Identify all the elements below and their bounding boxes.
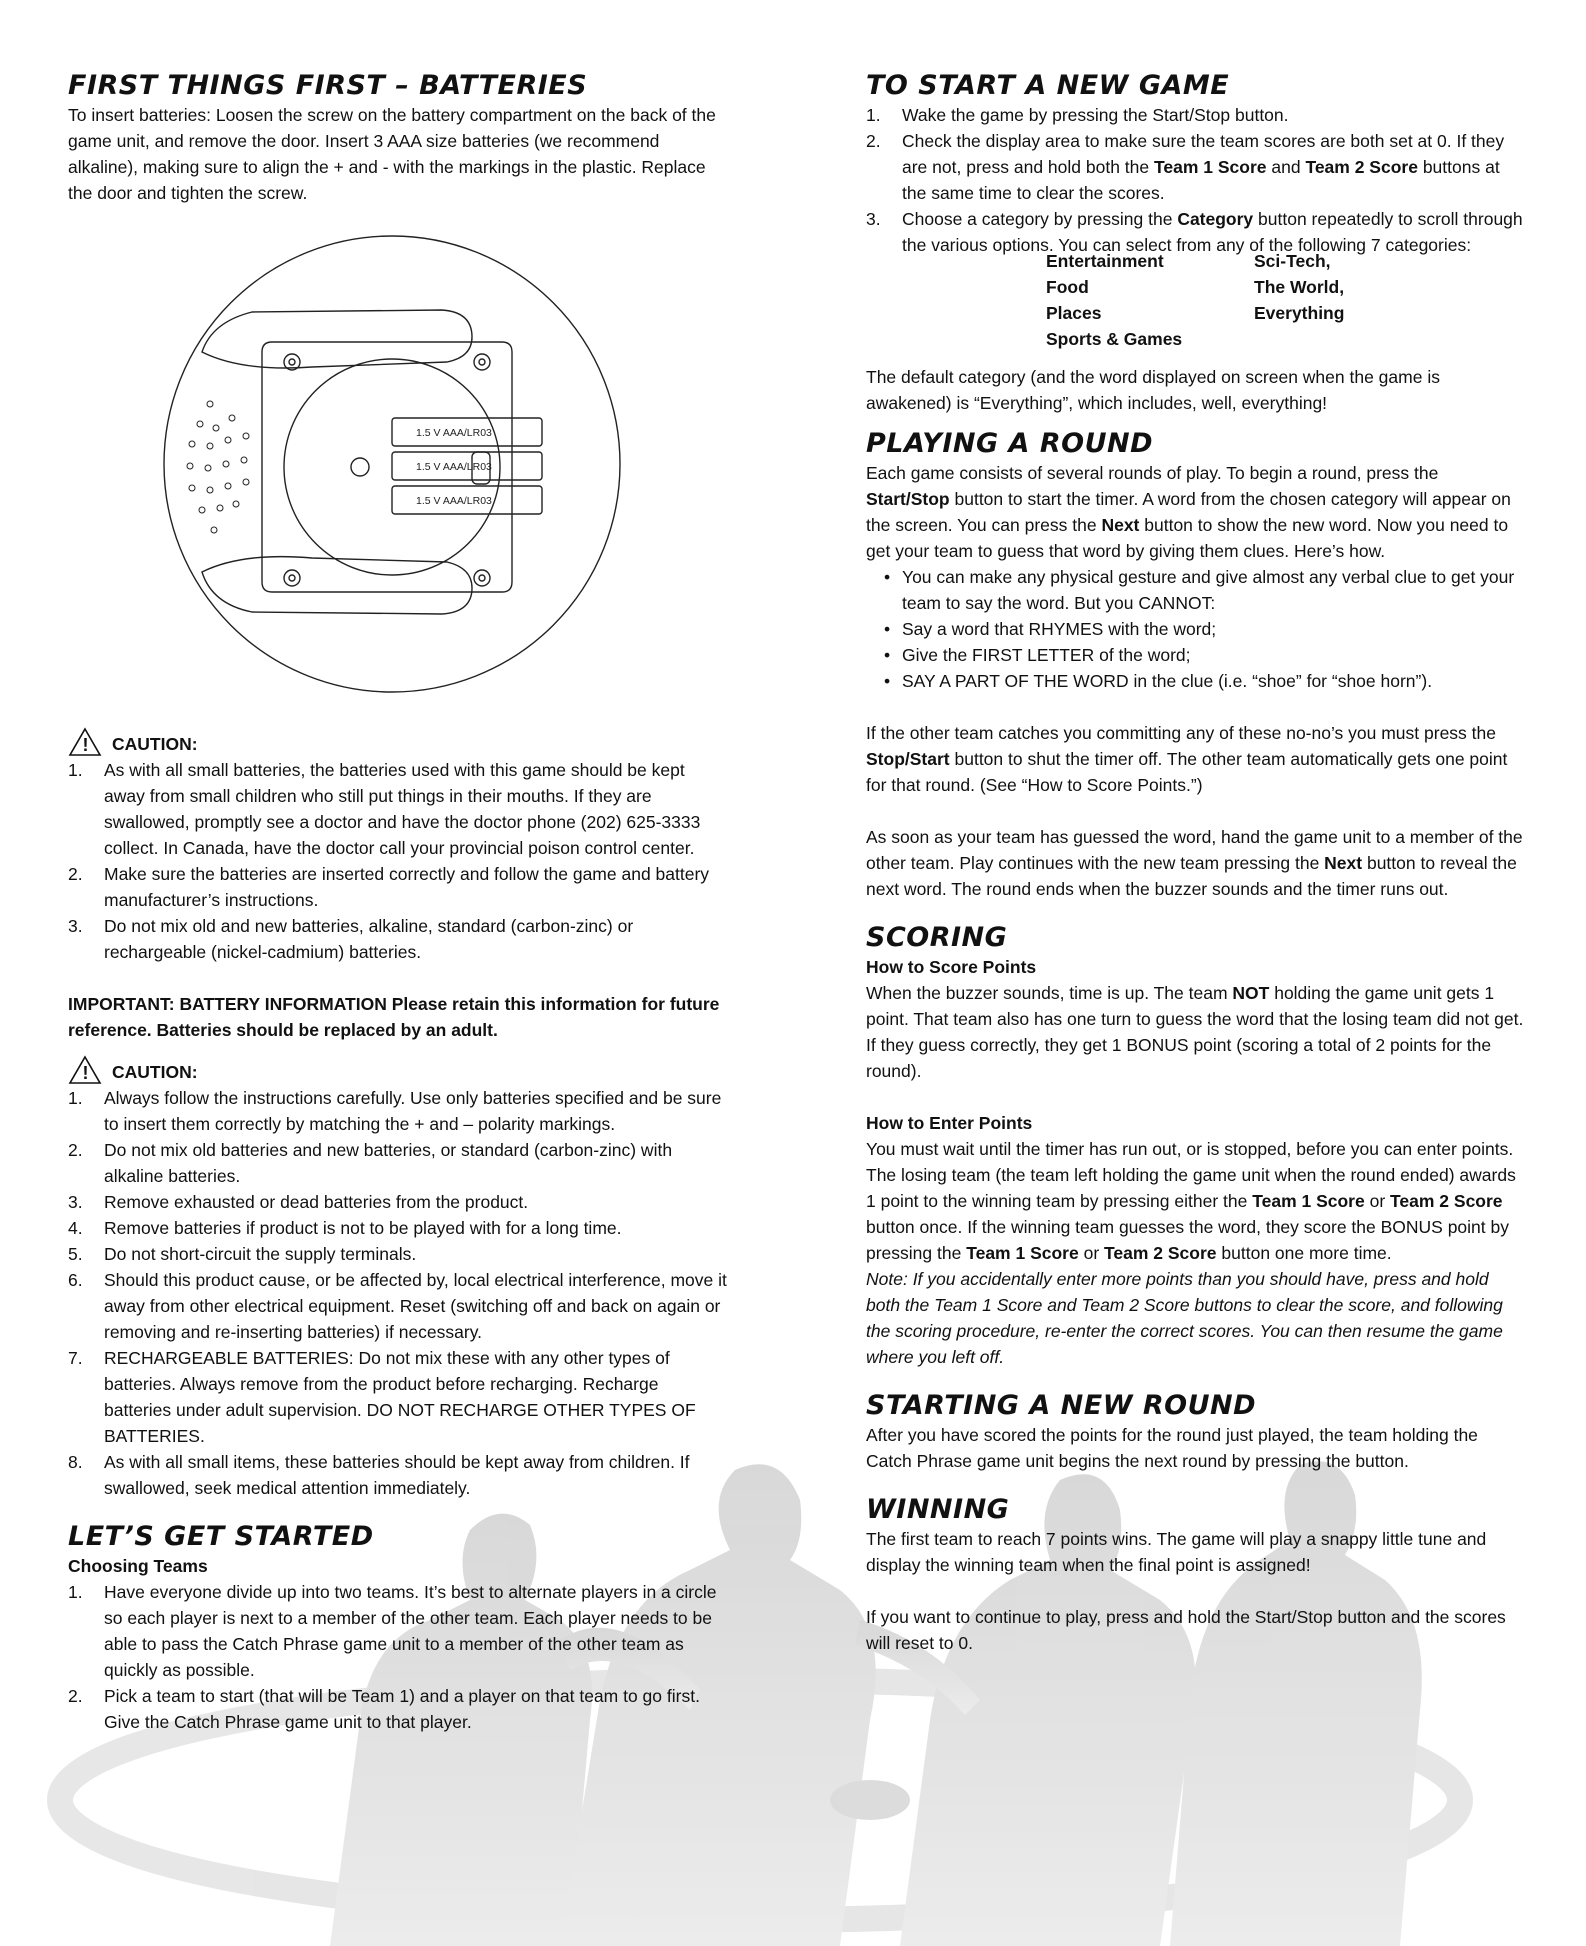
round-rules-list <box>866 564 1526 694</box>
warning-triangle-icon <box>68 1055 102 1085</box>
batteries-heading: FIRST THINGS FIRST – BATTERIES <box>68 70 588 101</box>
caution-2-label: CAUTION: <box>112 1062 198 1082</box>
choosing-teams-subheading: Choosing Teams <box>68 1556 208 1576</box>
score-points-text: When the buzzer sounds, time is up. The team NOT holding the game unit gets 1 point. That team also has one turn to guess the word that the losing team did not get. If they guess correctly, they get 1 BONUS point (scoring a total of 2 points for the round). <box>866 983 1524 1081</box>
battery-label-3: 1.5 V AAA/LR03 <box>416 495 492 507</box>
winning-heading: WINNING <box>866 1494 1010 1525</box>
warning-triangle-icon <box>68 727 102 757</box>
list-item: 3. Do not mix old and new batteries, alkaline, standard (carbon-zinc) or rechargeable (nickel-cadmium) batteries. <box>68 916 634 962</box>
caution-1-label: CAUTION: <box>112 734 198 754</box>
category-item <box>1254 326 1454 352</box>
list-item: • You can make any physical gesture and give almost any verbal clue to get your team to say the word. But you CANNOT: <box>884 564 1526 616</box>
list-item: 3. Remove exhausted or dead batteries from the product. <box>68 1192 529 1212</box>
list-item: 1. Wake the game by pressing the Start/Stop button. <box>866 105 1289 125</box>
battery-label-1: 1.5 V AAA/LR03 <box>416 427 492 439</box>
caution-2-list <box>68 1085 728 1501</box>
list-item: • Say a word that RHYMES with the word; <box>884 616 1526 642</box>
default-category-text: The default category (and the word displayed on screen when the game is awakened) is “Everything”, which includes, well, everything! <box>866 367 1440 413</box>
category-list <box>1046 248 1526 352</box>
round-play-text: As soon as your team has guessed the word, hand the game unit to a member of the other team. Play continues with the new team pressing the Next button to reveal the next word. The round ends when the buzzer sounds and the timer runs out. <box>866 827 1523 899</box>
new-game-list <box>866 102 1526 258</box>
list-item: 3. Choose a category by pressing the Category button repeatedly to scroll through the various options. You can select from any of the following 7 categories: <box>866 209 1523 255</box>
list-item: 2. Check the display area to make sure the team scores are both set at 0. If they are not, press and hold both the Team 1 Score and Team 2 Score buttons at the same time to clear the scores. <box>866 131 1505 203</box>
list-item: 5. Do not short-circuit the supply terminals. <box>68 1244 417 1264</box>
new-round-heading: STARTING A NEW ROUND <box>866 1390 1257 1421</box>
battery-compartment-diagram <box>142 232 642 702</box>
list-item: 2. Do not mix old batteries and new batteries, or standard (carbon-zinc) with alkaline batteries. <box>68 1140 673 1186</box>
list-item: 8. As with all small items, these batteries should be kept away from children. If swallowed, seek medical attention immediately. <box>68 1452 690 1498</box>
category-item: Food <box>1046 277 1089 297</box>
caution-1-list <box>68 757 728 965</box>
list-item: 1. As with all small batteries, the batteries used with this game should be kept away from small children who still put things in their mouths. If they are swallowed, promptly see a doctor and have the doctor phone (202) 625-3333 collect. In Canada, have the doctor call your provincial poison control center. <box>68 760 701 858</box>
scoring-heading: SCORING <box>866 922 1008 953</box>
list-item: 2. Pick a team to start (that will be Team 1) and a player on that team to go first. Give the Catch Phrase game unit to that player. <box>68 1686 700 1732</box>
list-item: 7. RECHARGEABLE BATTERIES: Do not mix these with any other types of batteries. Always remove from the product before recharging. Recharge batteries under adult supervision. DO NOT RECHARGE OTHER TYPES OF BATTERIES. <box>68 1348 696 1446</box>
list-item: • Give the FIRST LETTER of the word; <box>884 642 1526 668</box>
new-round-text: After you have scored the points for the round just played, the team holding the Catch Phrase game unit begins the next round by pressing the button. <box>866 1425 1478 1471</box>
round-penalty-text: If the other team catches you committing any of these no-no’s you must press the Stop/Start button to shut the timer off. The other team automatically gets one point for that round. (See “How to Score Points.”) <box>866 723 1508 795</box>
enter-points-subheading: How to Enter Points <box>866 1113 1033 1133</box>
caution-1 <box>68 727 728 757</box>
lets-get-started-heading: LET’S GET STARTED <box>68 1521 374 1552</box>
left-column <box>68 70 728 1735</box>
new-game-heading: TO START A NEW GAME <box>866 70 1230 101</box>
right-column <box>866 70 1526 1656</box>
svg-text:!: ! <box>82 1063 89 1083</box>
round-intro: Each game consists of several rounds of play. To begin a round, press the Start/Stop button to start the timer. A word from the chosen category will appear on the screen. You can press the Next button to show the new word. Now you need to get your team to guess that word by giving them clues. Here’s how. <box>866 463 1511 561</box>
important-note: IMPORTANT: BATTERY INFORMATION Please retain this information for future reference. Batteries should be replaced by an adult. <box>68 994 720 1040</box>
choosing-teams-list <box>68 1579 728 1735</box>
category-item: Sci-Tech, <box>1254 251 1331 271</box>
list-item: 2. Make sure the batteries are inserted correctly and follow the game and battery manufacturer’s instructions. <box>68 864 710 910</box>
list-item: 1. Have everyone divide up into two teams. It’s best to alternate players in a circle so each player is next to a member of the other team. Each player needs to be able to pass the Catch Phrase game unit to a member of the other team as quickly as possible. <box>68 1582 717 1680</box>
list-item: 1. Always follow the instructions carefully. Use only batteries specified and be sure to insert them correctly by matching the + and – polarity markings. <box>68 1088 722 1134</box>
playing-round-heading: PLAYING A ROUND <box>866 428 1154 459</box>
category-item: Sports & Games <box>1046 329 1183 349</box>
scoring-note: Note: If you accidentally enter more points than you should have, press and hold both the Team 1 Score and Team 2 Score buttons to clear the score, and following the scoring procedure, re-enter the correct scores. You can then resume the game where you left off. <box>866 1269 1503 1367</box>
list-item: 4. Remove batteries if product is not to be played with for a long time. <box>68 1218 622 1238</box>
battery-label-2: 1.5 V AAA/LR03 <box>416 461 492 473</box>
list-item: 6. Should this product cause, or be affected by, local electrical interference, move it away from other electrical equipment. Reset (switching off and back on again or removing and re-inserting batteries) if necessary. <box>68 1270 727 1342</box>
batteries-body: To insert batteries: Loosen the screw on the battery compartment on the back of the game unit, and remove the door. Insert 3 AAA size batteries (we recommend alkaline), making sure to align the + and - with the markings in the plastic. Replace the door and tighten the screw. <box>68 105 716 203</box>
caution-2 <box>68 1055 728 1085</box>
winning-text: The first team to reach 7 points wins. The game will play a snappy little tune and display the winning team when the final point is assigned! <box>866 1529 1487 1575</box>
category-item: Everything <box>1254 303 1345 323</box>
score-points-subheading: How to Score Points <box>866 957 1037 977</box>
list-item: • SAY A PART OF THE WORD in the clue (i.e. “shoe” for “shoe horn”). <box>884 668 1526 694</box>
category-item: The World, <box>1254 277 1345 297</box>
svg-text:!: ! <box>82 735 89 755</box>
reset-text: If you want to continue to play, press and hold the Start/Stop button and the scores will reset to 0. <box>866 1607 1506 1653</box>
category-item: Entertainment <box>1046 251 1164 271</box>
enter-points-text: You must wait until the timer has run out, or is stopped, before you can enter points. The losing team (the team left holding the game unit when the round ended) awards 1 point to the winning team by pressing either the Team 1 Score or Team 2 Score button once. If the winning team guesses the word, they score the BONUS point by pressing the Team 1 Score or Team 2 Score button one more time. <box>866 1139 1516 1263</box>
category-item: Places <box>1046 303 1102 323</box>
